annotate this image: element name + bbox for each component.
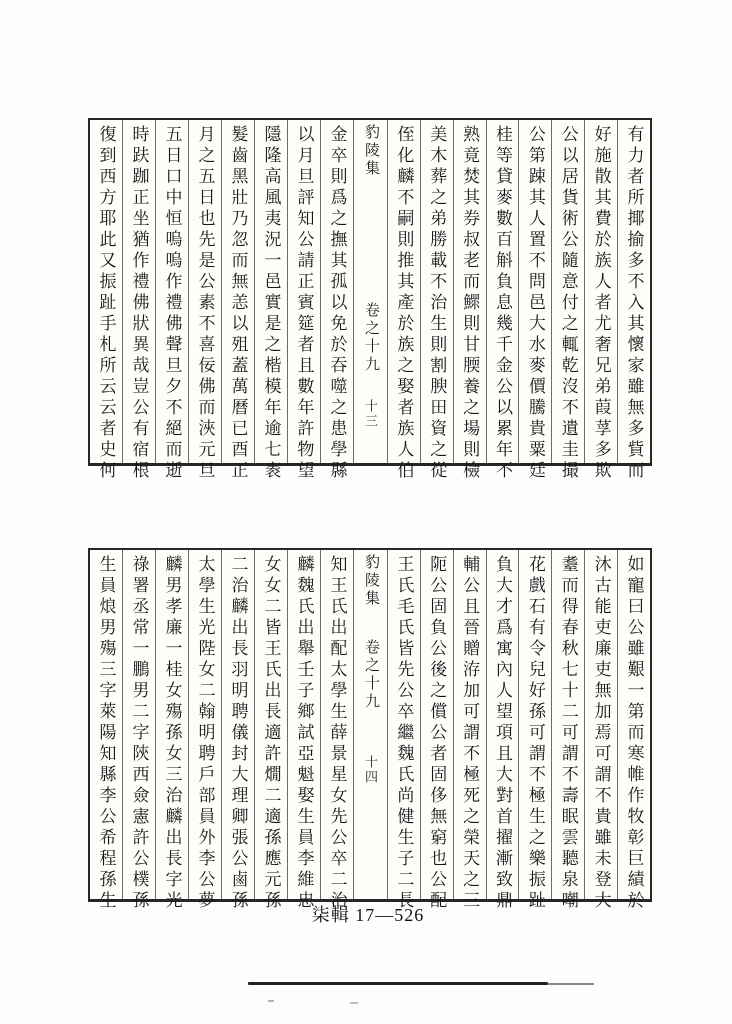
text-column: [287, 120, 320, 482]
column-text: 好施散其費於族人者尤奢兄弟葭莩多欺: [591, 125, 611, 482]
text-column: [221, 120, 254, 482]
column-text: 女女二皆王氏出長適許燗二適孫應元孫: [261, 555, 281, 912]
text-column: [486, 120, 519, 482]
text-column: [617, 120, 650, 482]
text-column: [387, 120, 420, 482]
text-column: [486, 550, 519, 912]
text-column: [287, 550, 320, 912]
column-text: 花戲石有令兒好孫可謂不極生之樂振趾: [525, 555, 545, 912]
column-text: 負大才爲寓內人望項且大對首擢漸致鼎: [492, 555, 512, 912]
column-text: 金卒則爲之撫其孤以免於吞噬之患學縣: [327, 125, 347, 482]
folio-number: 十三: [363, 399, 378, 430]
text-column: [90, 120, 122, 482]
text-column: [122, 550, 155, 912]
text-column: [254, 120, 287, 482]
text-column: [617, 550, 650, 912]
column-text: 時趺跏正坐猶作禮佛狀異哉豈公有宿根: [129, 125, 149, 482]
column-text: 麟男孝廉一桂女殤孫女三治麟出長字光: [162, 555, 182, 912]
text-column: [320, 120, 353, 482]
column-text: 隱隆高風夷況一邑實是之楷模年逾七袠: [261, 125, 281, 482]
text-column: [551, 550, 584, 912]
chapter-label: 卷之十九: [363, 301, 379, 374]
text-column: [453, 120, 486, 482]
column-text: 髮齒黑壯乃忽而無恙以殂蓋萬曆已酉正: [228, 125, 248, 482]
column-text: 麟魏氏出舉壬子鄉試亞魁娶生員李維忠: [294, 555, 314, 912]
text-column: [188, 120, 221, 482]
column-text: 復到西方耶此又振趾手札所云云者史何: [96, 125, 116, 482]
scan-artifact-speck: [350, 1002, 358, 1004]
column-text: 知王氏出配太學生薛景星女先公卒二治: [327, 555, 347, 912]
upper-banxin-column: [353, 120, 387, 463]
column-text: 桂等貸麥數百斛負息幾千金公以累年不: [492, 125, 512, 482]
lower-left-columns: [90, 550, 353, 912]
column-text: 生員烺男殤三字萊陽知縣李公希程孫生: [96, 555, 116, 912]
column-text: 輔公且晉贈洊加可謂不極死之榮天之三: [460, 555, 480, 912]
column-text: 如寵曰公雖艱一第而寒帷作牧彰巨績於: [624, 555, 644, 912]
lower-right-columns: [387, 550, 650, 912]
text-column: [584, 120, 617, 482]
upper-text-block: [88, 118, 652, 482]
lower-text-block: [88, 548, 652, 912]
column-text: 美木葬之弟勝載不治生則割腴田資之從: [427, 125, 447, 482]
scan-artifact-line: [248, 982, 548, 985]
text-column: [122, 120, 155, 482]
scan-artifact-speck: [268, 1000, 274, 1002]
column-text: 耋而得春秋七十二可謂不壽眠雲聽泉嘲: [558, 555, 578, 912]
column-text: 二治麟出長羽明聘儀封大理卿張公鹵孫: [228, 555, 248, 912]
column-text: 公第踈其人置不問邑大水麥價騰貴粟廷: [525, 125, 545, 482]
column-text: 有力者所揶揄多不入其懷家雖無多貲而: [624, 125, 644, 482]
text-column: [188, 550, 221, 912]
lower-banxin-column: [353, 550, 387, 899]
text-column: [221, 550, 254, 912]
text-column: [254, 550, 287, 912]
text-column: [518, 120, 551, 482]
book-title: 豹陵集: [363, 554, 379, 608]
series-plate-caption: 柒輯 17—526: [311, 905, 425, 925]
column-text: 祿署丞常一鵬男二字陝西僉憲許公樸孫: [129, 555, 149, 912]
text-column: [584, 550, 617, 912]
column-text: 月之五日也先是公素不喜佞佛而浹元旦: [195, 125, 215, 482]
scan-artifact-line-faint: [548, 983, 594, 985]
upper-right-columns: [387, 120, 650, 482]
column-text: 以月旦評知公請正賓筵者且數年許物望: [294, 125, 314, 482]
column-text: 太學生光陛女二翰明聘戶部員外李公夢: [195, 555, 215, 912]
text-column: [387, 550, 420, 912]
column-text: 熟竟焚其券叔老而鰥則甘腝養之場則檢: [460, 125, 480, 482]
folio-number: 十四: [363, 754, 378, 785]
column-text: 侄化麟不嗣則推其產於族之娶者族人伯: [394, 125, 414, 482]
text-column: [155, 550, 188, 912]
column-text: 王氏毛氏皆先公卒繼魏氏尚健生子二長: [394, 555, 414, 912]
column-text: 阨公固負公後之償公者固侈無窮也公配: [427, 555, 447, 912]
text-column: [420, 120, 453, 482]
column-text: 沐古能吏廉吏無加焉可謂不貴雖未登大: [591, 555, 611, 912]
column-text: 五日口中恒嗚嗚作禮佛聲旦夕不絕而逝: [162, 125, 182, 482]
text-column: [90, 550, 122, 912]
text-column: [420, 550, 453, 912]
text-column: [320, 550, 353, 912]
upper-left-columns: [90, 120, 353, 482]
text-column: [155, 120, 188, 482]
chapter-label: 卷之十九: [363, 638, 379, 711]
column-text: 公以居貨術公隨意付之輒乾沒不遺圭撮: [558, 125, 578, 482]
text-column: [518, 550, 551, 912]
book-title: 豹陵集: [363, 124, 379, 178]
text-column: [551, 120, 584, 482]
text-column: [453, 550, 486, 912]
